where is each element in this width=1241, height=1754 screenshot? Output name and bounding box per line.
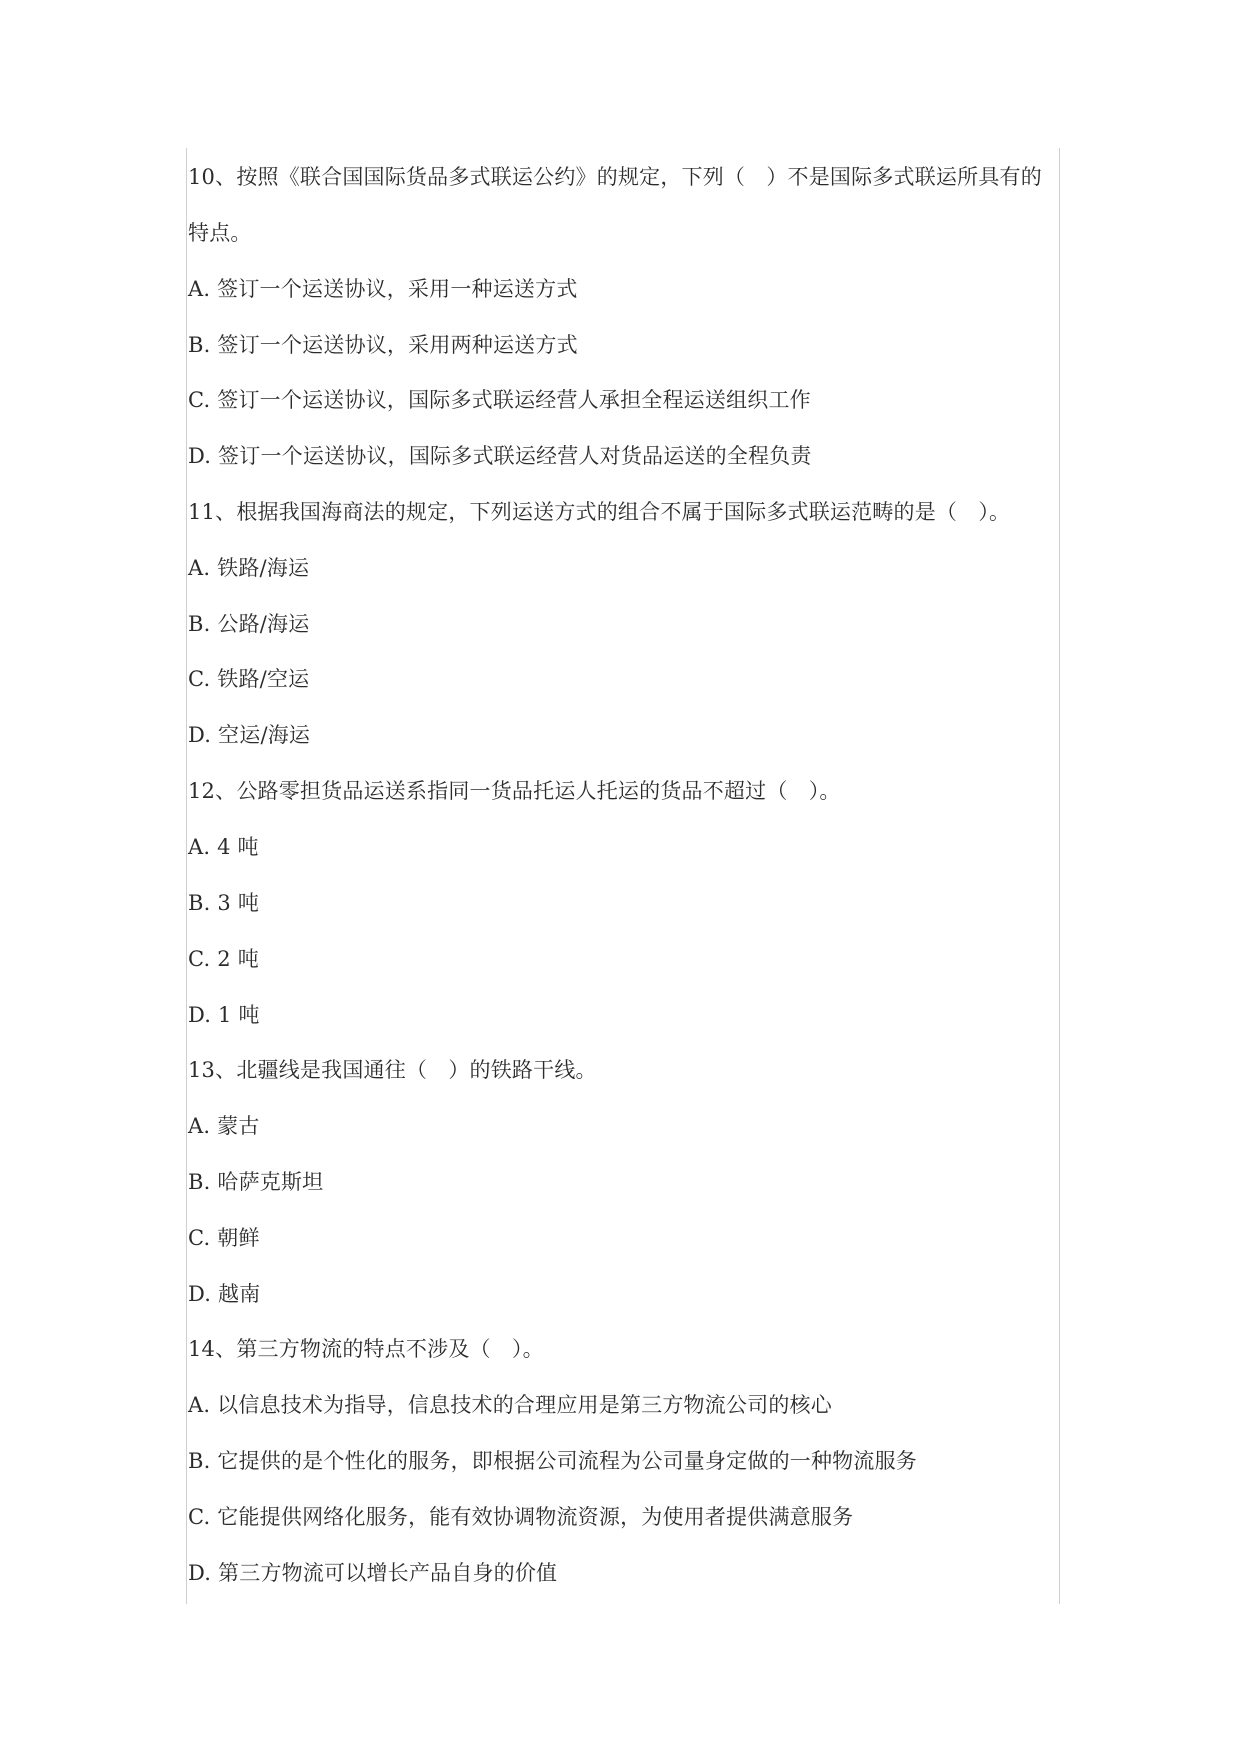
question-10-text-line-1: 10、按照《联合国国际货品多式联运公约》的规定，下列（ ）不是国际多式联运所具有的 bbox=[188, 165, 1042, 189]
question-13-text: 13、北疆线是我国通往（ ）的铁路干线。 bbox=[188, 1058, 597, 1082]
question-12-option-a: A. 4 吨 bbox=[188, 835, 259, 859]
question-14-option-a: A. 以信息技术为指导，信息技术的合理应用是第三方物流公司的核心 bbox=[188, 1393, 832, 1417]
question-table-frame bbox=[186, 148, 1060, 1604]
question-13-option-b: B. 哈萨克斯坦 bbox=[188, 1170, 324, 1194]
question-13-option-c: C. 朝鲜 bbox=[188, 1226, 260, 1250]
question-10-option-b: B. 签订一个运送协议，采用两种运送方式 bbox=[188, 333, 578, 357]
question-10-option-c: C. 签订一个运送协议，国际多式联运经营人承担全程运送组织工作 bbox=[188, 388, 811, 412]
question-11-option-d: D. 空运/海运 bbox=[188, 723, 311, 747]
question-12-option-b: B. 3 吨 bbox=[188, 891, 260, 915]
question-11-option-c: C. 铁路/空运 bbox=[188, 667, 310, 691]
question-11-text: 11、根据我国海商法的规定，下列运送方式的组合不属于国际多式联运范畴的是（ ）。 bbox=[188, 500, 1011, 524]
question-12-option-d: D. 1 吨 bbox=[188, 1003, 260, 1027]
question-11-option-a: A. 铁路/海运 bbox=[188, 556, 310, 580]
question-13-option-a: A. 蒙古 bbox=[188, 1114, 260, 1138]
question-14-option-c: C. 它能提供网络化服务，能有效协调物流资源，为使用者提供满意服务 bbox=[188, 1505, 854, 1529]
question-13-option-d: D. 越南 bbox=[188, 1282, 261, 1306]
question-11-option-b: B. 公路/海运 bbox=[188, 612, 310, 636]
question-10-text-line-2: 特点。 bbox=[188, 221, 252, 245]
question-10-option-d: D. 签订一个运送协议，国际多式联运经营人对货品运送的全程负责 bbox=[188, 444, 812, 468]
question-12-option-c: C. 2 吨 bbox=[188, 947, 259, 971]
question-14-text: 14、第三方物流的特点不涉及（ ）。 bbox=[188, 1337, 544, 1361]
question-10-option-a: A. 签订一个运送协议，采用一种运送方式 bbox=[188, 277, 578, 301]
question-12-text: 12、公路零担货品运送系指同一货品托运人托运的货品不超过（ ）。 bbox=[188, 779, 841, 803]
question-14-option-b: B. 它提供的是个性化的服务，即根据公司流程为公司量身定做的一种物流服务 bbox=[188, 1449, 917, 1473]
question-14-option-d: D. 第三方物流可以增长产品自身的价值 bbox=[188, 1561, 558, 1585]
